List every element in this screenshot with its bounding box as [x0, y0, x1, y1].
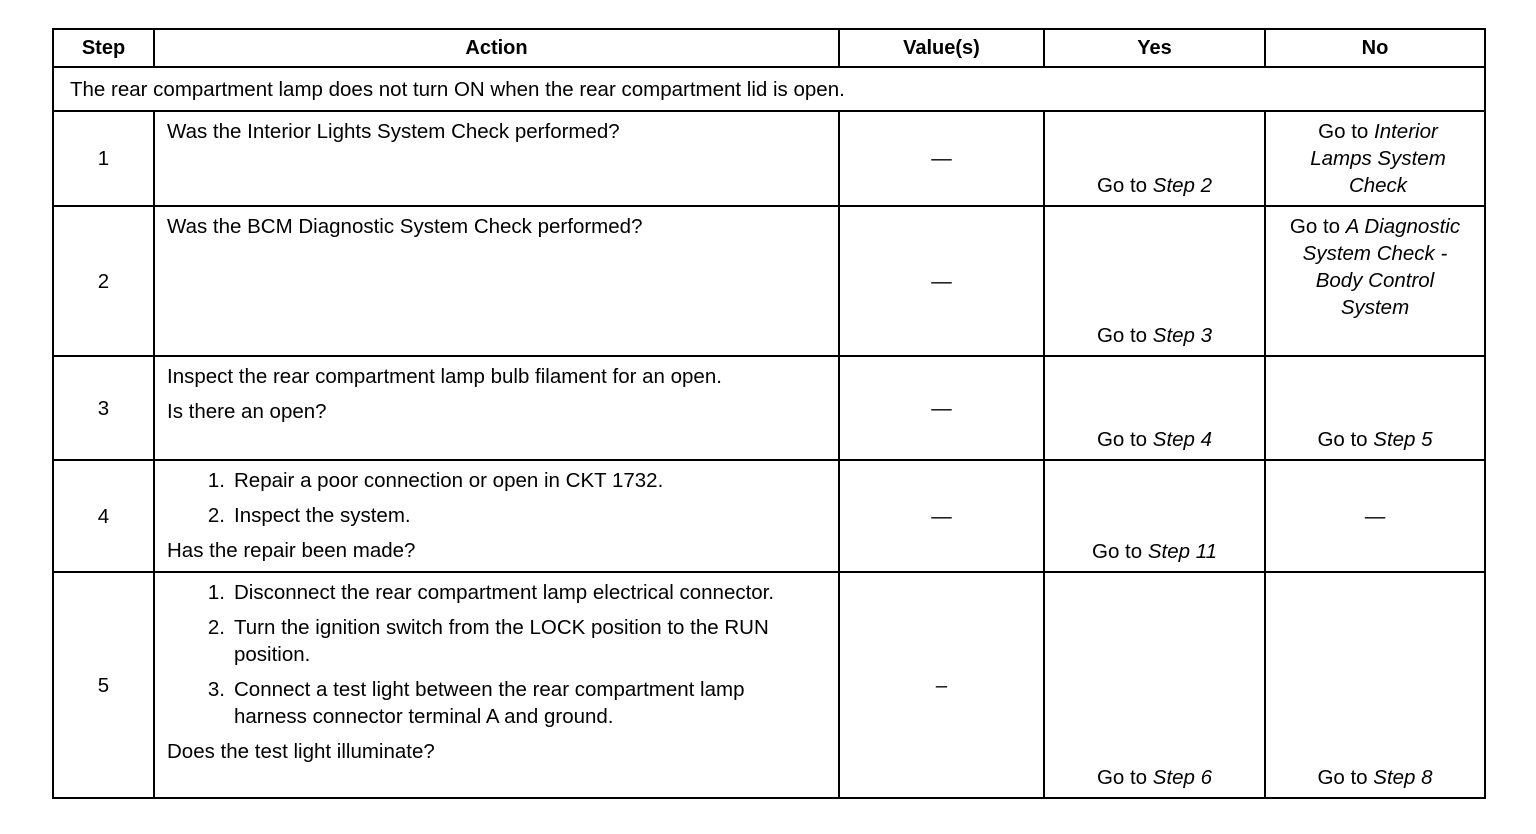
no-cell	[1265, 206, 1485, 356]
value-cell: —	[839, 460, 1044, 572]
action-text: Inspect the rear compartment lamp bulb filament for an open.	[167, 365, 722, 388]
yes-cell	[1044, 572, 1265, 798]
yes-link: Step 4	[1152, 428, 1213, 451]
list-item	[167, 502, 830, 529]
action-cell	[154, 572, 839, 798]
value-cell: —	[839, 206, 1044, 356]
table-row	[53, 572, 1485, 798]
yes-prefix: Go to	[1092, 540, 1148, 563]
intro-text: The rear compartment lamp does not turn ON when the rear compartment lid is open.	[53, 67, 1485, 111]
table-row	[53, 111, 1485, 206]
list-item	[167, 579, 830, 606]
list-item	[167, 614, 830, 668]
action-cell	[154, 460, 839, 572]
item-text: Connect a test light between the rear compartment lamp harness connector terminal A and ground.	[234, 678, 745, 728]
yes-link: Step 11	[1147, 540, 1217, 563]
action-text: Was the Interior Lights System Check performed?	[154, 111, 839, 206]
yes-link: Step 6	[1152, 766, 1213, 789]
item-number: 1.	[207, 581, 225, 604]
question-text: Is there an open?	[167, 400, 327, 423]
item-number: 2.	[207, 504, 225, 527]
item-text: Turn the ignition switch from the LOCK position to the RUN position.	[234, 616, 769, 666]
question-text: Has the repair been made?	[167, 539, 416, 562]
item-text: Disconnect the rear compartment lamp electrical connector.	[234, 581, 775, 604]
item-number: 3.	[207, 678, 225, 701]
list-item	[167, 676, 830, 730]
no-link: Interior Lamps System Check	[1310, 120, 1446, 197]
table-row	[53, 460, 1485, 572]
action-cell	[154, 356, 839, 460]
value-cell: —	[839, 111, 1044, 206]
header-row	[53, 29, 1485, 67]
yes-prefix: Go to	[1096, 766, 1153, 789]
no-prefix: Go to	[1317, 428, 1374, 451]
item-text: Inspect the system.	[234, 504, 411, 527]
no-cell: —	[1265, 460, 1485, 572]
item-number: 1.	[207, 469, 225, 492]
instruction-list	[167, 467, 830, 529]
diagnostic-table	[52, 28, 1486, 799]
yes-link: Step 2	[1152, 174, 1213, 197]
no-cell	[1265, 111, 1485, 206]
no-prefix: Go to	[1289, 215, 1346, 238]
value-cell: –	[839, 572, 1044, 798]
item-text: Repair a poor connection or open in CKT 1732.	[234, 469, 664, 492]
item-number: 2.	[207, 616, 225, 639]
no-prefix: Go to	[1317, 766, 1374, 789]
yes-cell	[1044, 111, 1265, 206]
header-no: No	[1265, 29, 1485, 67]
no-link: Step 8	[1373, 766, 1433, 789]
yes-cell	[1044, 460, 1265, 572]
yes-prefix: Go to	[1096, 324, 1153, 347]
step-number: 4	[53, 460, 154, 572]
table-row	[53, 356, 1485, 460]
no-link: Step 5	[1373, 428, 1433, 451]
yes-link: Step 3	[1152, 324, 1213, 347]
yes-cell	[1044, 356, 1265, 460]
list-item	[167, 467, 830, 494]
value-cell: —	[839, 356, 1044, 460]
step-number: 3	[53, 356, 154, 460]
yes-cell	[1044, 206, 1265, 356]
instruction-list	[167, 579, 830, 730]
header-action: Action	[154, 29, 839, 67]
step-number: 2	[53, 206, 154, 356]
no-prefix: Go to	[1318, 120, 1375, 143]
yes-prefix: Go to	[1096, 428, 1153, 451]
table-row	[53, 206, 1485, 356]
step-number: 1	[53, 111, 154, 206]
no-cell	[1265, 572, 1485, 798]
header-step: Step	[53, 29, 154, 67]
intro-row	[53, 67, 1485, 111]
no-cell	[1265, 356, 1485, 460]
action-text: Was the BCM Diagnostic System Check performed?	[154, 206, 839, 356]
yes-prefix: Go to	[1096, 174, 1153, 197]
header-yes: Yes	[1044, 29, 1265, 67]
step-number: 5	[53, 572, 154, 798]
question-text: Does the test light illuminate?	[167, 740, 435, 763]
no-link: A Diagnostic System Check - Body Control System	[1302, 215, 1461, 319]
header-values: Value(s)	[839, 29, 1044, 67]
